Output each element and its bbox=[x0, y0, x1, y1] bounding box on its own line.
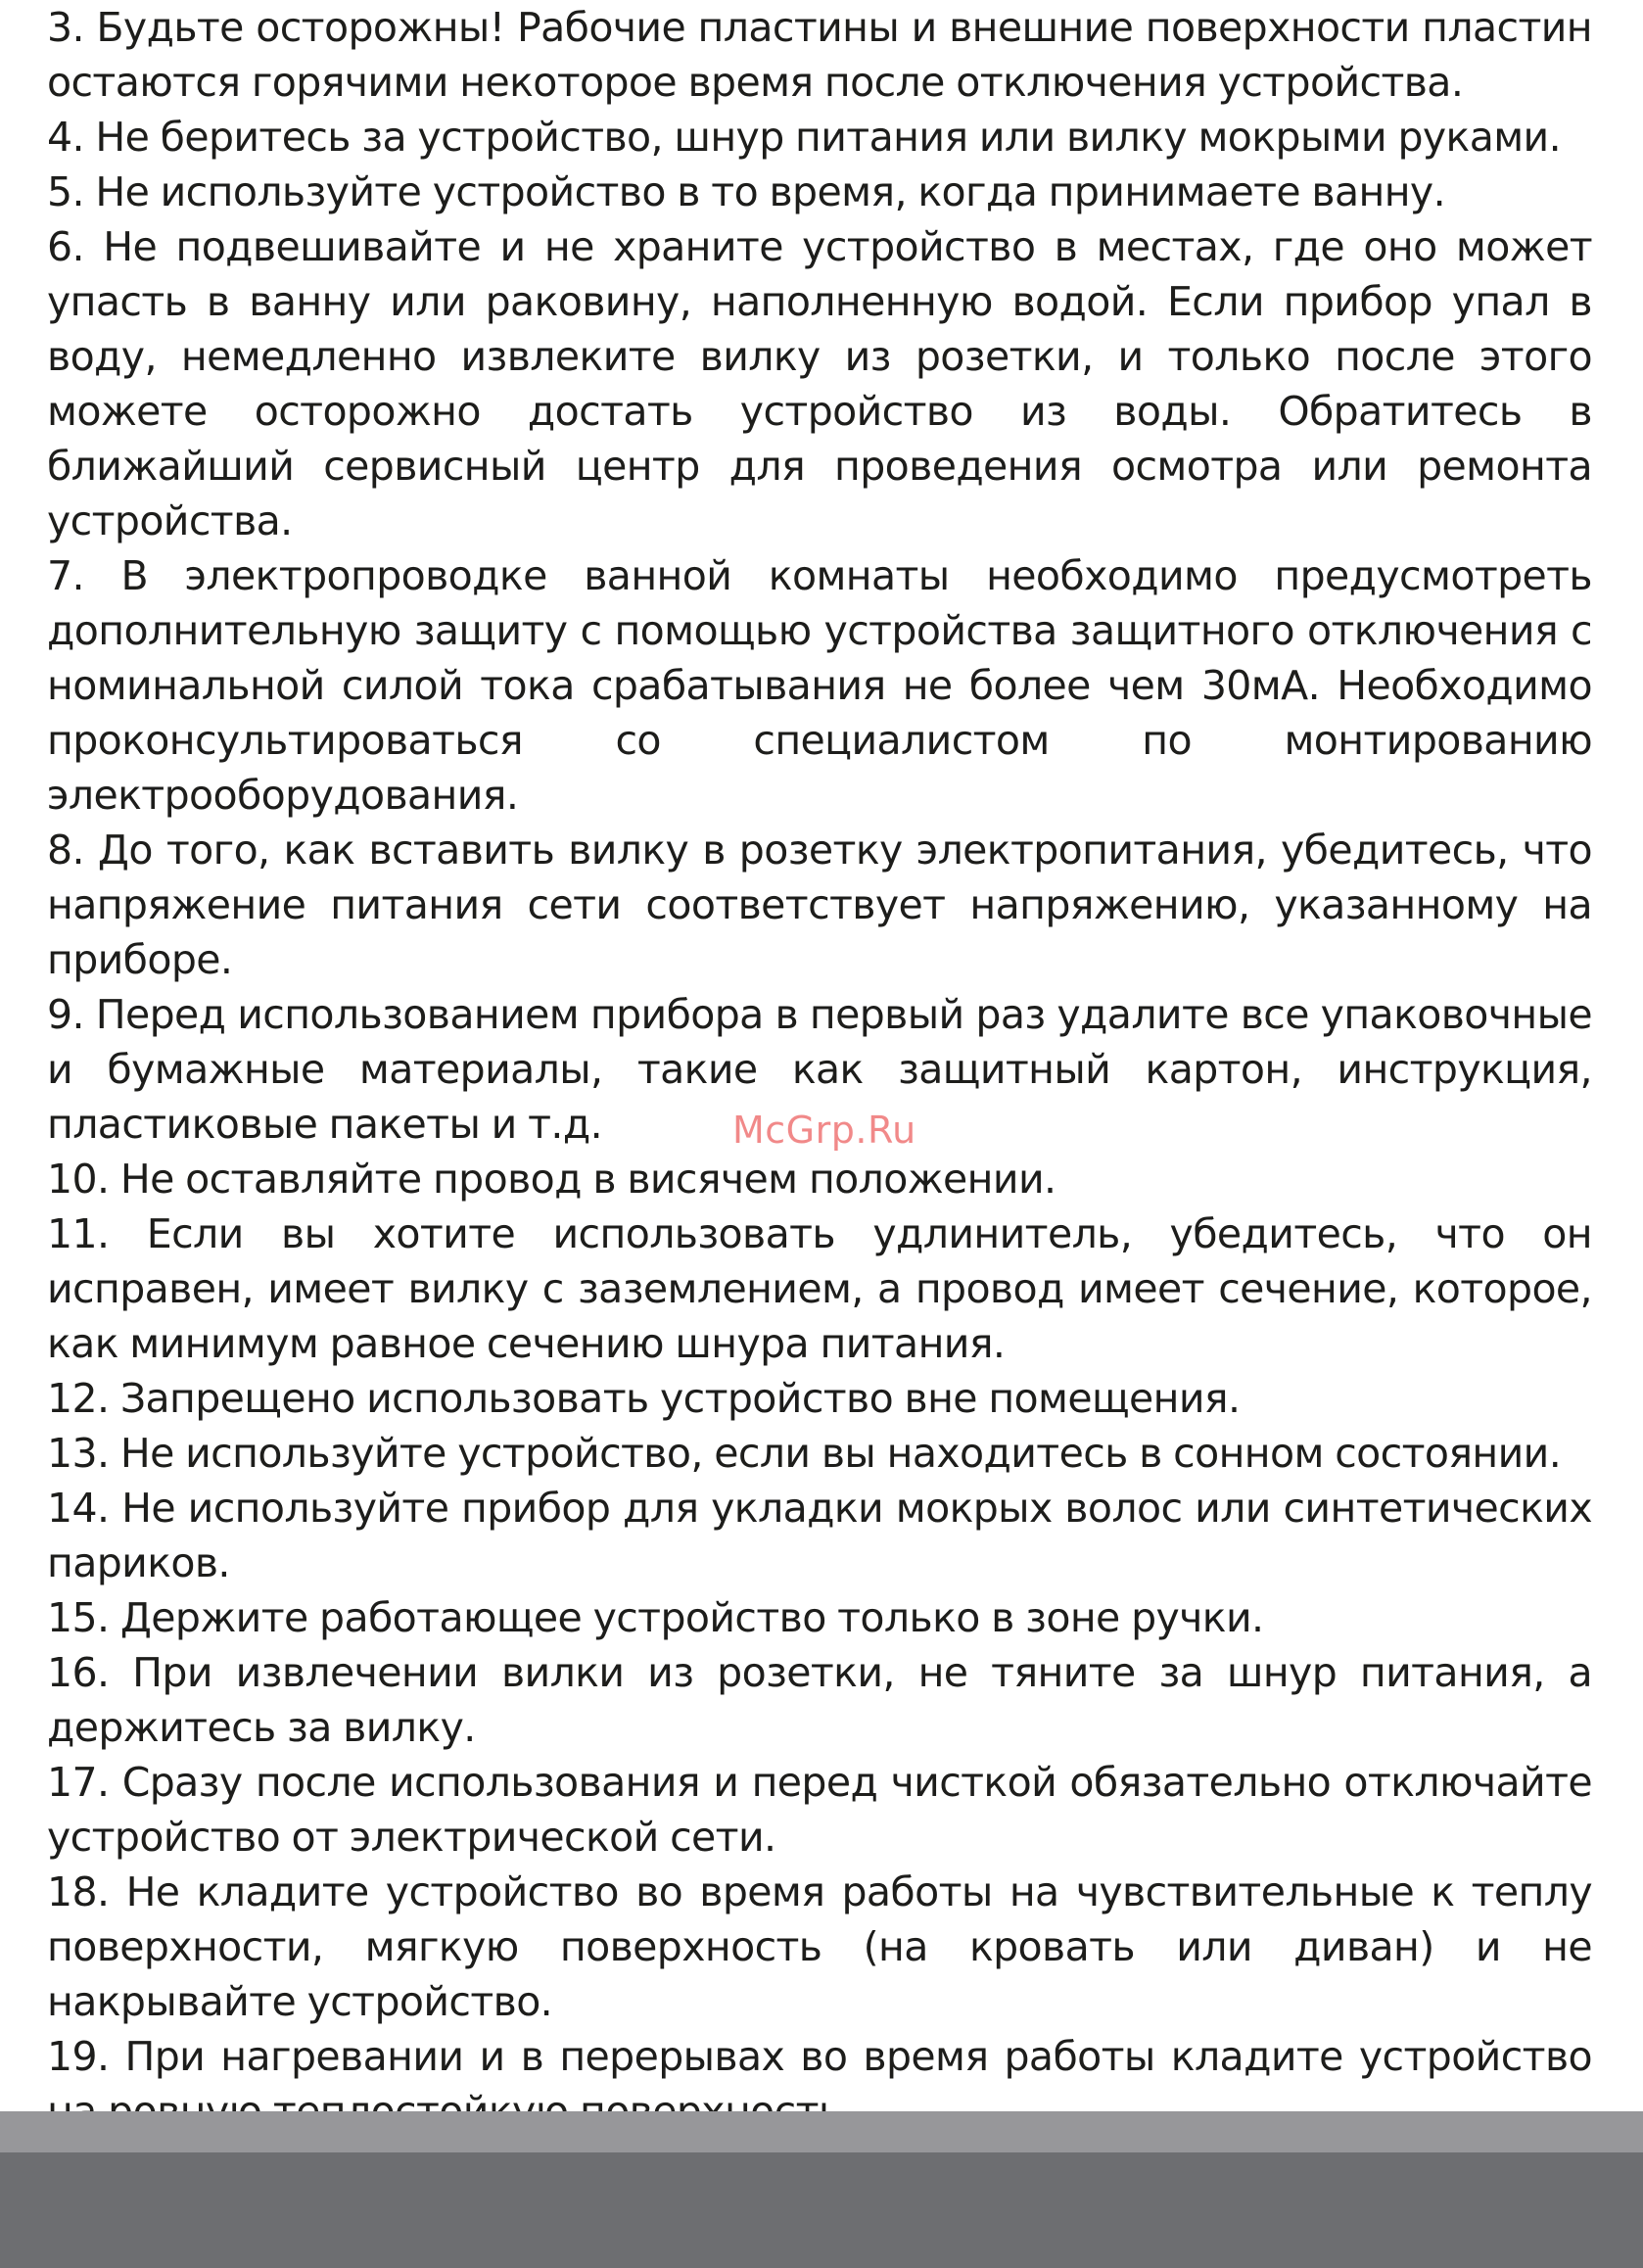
instruction-item-6: 6. Не подвешивайте и не храните устройство в местах, где оно может упасть в ванну или раковину, наполненную водой. Если прибор упал в воду, немедленно извлеките вилку из розетки, и только после этого можете осторожно достать устройство из воды. Обратитесь в ближайший сервисный центр для проведения осмотра или ремонта устройства. bbox=[47, 223, 1592, 544]
instruction-item-8: 8. До того, как вставить вилку в розетку электропитания, убедитесь, что напряжение питания сети соответствует напряжению, указанному на приборе. bbox=[47, 827, 1592, 983]
footer-band-dark bbox=[0, 2152, 1643, 2268]
instruction-item-10: 10. Не оставляйте провод в висячем положении. bbox=[47, 1156, 1056, 1203]
instruction-item-4: 4. Не беритесь за устройство, шнур питания или вилку мокрыми руками. bbox=[47, 114, 1562, 161]
instruction-item-7: 7. В электропроводке ванной комнаты необходимо предусмотреть дополнительную защиту с помощью устройства защитного отключения с номинальной силой тока срабатывания не более чем 30мА. Необходимо проконсультироваться со специалистом по монтированию электрооборудования. bbox=[47, 552, 1592, 819]
instruction-item-12: 12. Запрещено использовать устройство вне помещения. bbox=[47, 1375, 1241, 1422]
instruction-item-5: 5. Не используйте устройство в то время, когда принимаете ванну. bbox=[47, 168, 1445, 215]
safety-instructions bbox=[47, 0, 1592, 2139]
instruction-item-17: 17. Сразу после использования и перед чисткой обязательно отключайте устройство от электрической сети. bbox=[47, 1759, 1592, 1861]
instruction-item-14: 14. Не используйте прибор для укладки мокрых волос или синтетических париков. bbox=[47, 1485, 1592, 1586]
instruction-item-9: 9. Перед использованием прибора в первый раз удалите все упаковочные и бумажные материалы, такие как защитный картон, инструкция, пластиковые пакеты и т.д. bbox=[47, 991, 1592, 1148]
instruction-item-16: 16. При извлечении вилки из розетки, не тяните за шнур питания, а держитесь за вилку. bbox=[47, 1649, 1592, 1751]
instruction-item-13: 13. Не используйте устройство, если вы находитесь в сонном состоянии. bbox=[47, 1430, 1562, 1477]
instruction-item-19: 19. При нагревании и в перерывах во время работы кладите устройство bbox=[47, 2033, 1592, 2080]
instruction-item-3: 3. Будьте осторожны! Рабочие пластины и внешние поверхности пластин остаются горячими некоторое время после отключения устройства. bbox=[47, 4, 1592, 106]
instruction-item-11: 11. Если вы хотите использовать удлинитель, убедитесь, что он исправен, имеет вилку с заземлением, а провод имеет сечение, которое, как минимум равное сечению шнура питания. bbox=[47, 1210, 1592, 1367]
footer-band-light bbox=[0, 2111, 1643, 2152]
instruction-item-18: 18. Не кладите устройство во время работы на чувствительные к теплу поверхности, мягкую поверхность (на кровать или диван) и не накрывайте устройство. bbox=[47, 1868, 1592, 2025]
watermark: McGrp.Ru bbox=[732, 1109, 916, 1152]
instruction-item-15: 15. Держите работающее устройство только в зоне ручки. bbox=[47, 1594, 1264, 1641]
